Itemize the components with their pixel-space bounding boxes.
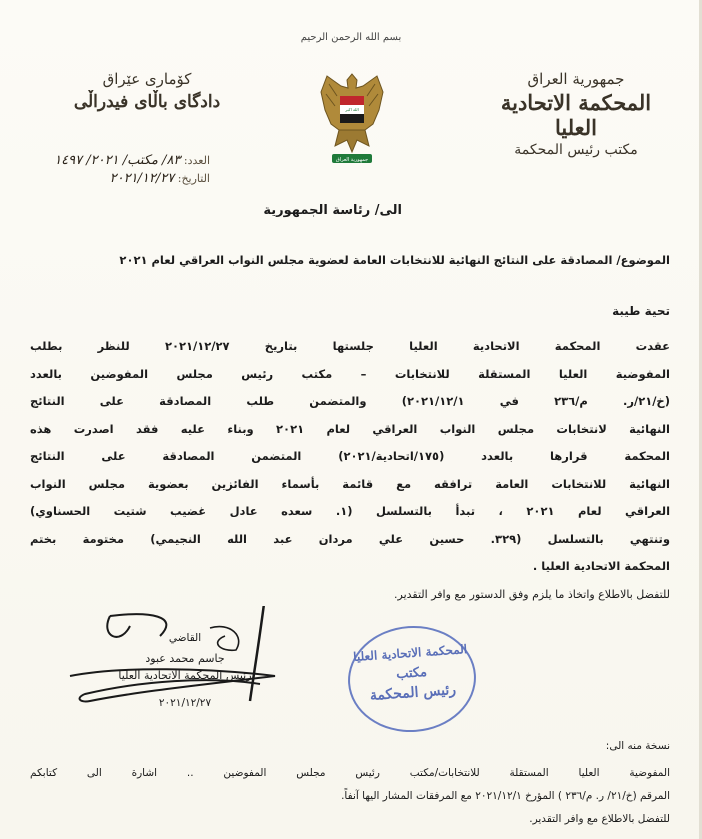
- letter-body: [30, 333, 670, 581]
- copies-heading: نسخة منه الى:: [605, 740, 670, 752]
- subject-line: الموضوع/ المصادقة على النتائج النهائية للانتخابات العامة لعضوية مجلس النواب العراقي لعام ٢٠٢١: [119, 253, 670, 267]
- stamp-office: مكتب: [395, 664, 428, 683]
- judge-title: القاضي: [168, 632, 202, 644]
- eagle-emblem-icon: [317, 66, 387, 171]
- country-name-kurdish: كۆماری عێراق: [102, 70, 192, 88]
- body-line: المحكمة الاتحادية العليا .: [532, 559, 670, 573]
- office-stamp: [344, 622, 479, 737]
- reference-block: [40, 152, 210, 188]
- basmala: بسم الله الرحمن الرحيم: [300, 32, 402, 43]
- body-line: العراقي لعام ٢٠٢١ ، تبدأ بالتسلسل (١. سعده عادل غضيب شتيت الحسناوي): [30, 504, 671, 518]
- signature-date: ٢٠٢١/١٢/٢٧: [158, 697, 212, 709]
- reference-date: [40, 170, 210, 188]
- court-header-arabic: [481, 70, 671, 158]
- greeting: تحية طيبة: [612, 304, 670, 318]
- copies-list: [30, 762, 670, 831]
- judge-role: رئيس المحكمة الاتحادية العليا: [118, 669, 252, 682]
- copy-line: المرقم (خ/٢١/ ر. م/٢٣٦ ) المؤرخ ٢٠٢١/١٢/١ مع المرفقات المشار اليها آنفاً.: [341, 790, 670, 802]
- court-header-kurdish: [42, 70, 252, 112]
- svg-text:الله اكبر: الله اكبر: [345, 107, 359, 112]
- reference-number-value: ٨٣/ مكتب/ ٢٠٢١/ ١٤٩٧: [54, 153, 181, 168]
- office-name: مكتب رئيس المحكمة: [514, 142, 638, 158]
- body-line: (خ/٢١/ر. م/٢٣٦ في ٢٠٢١/١٢/١) والمتضمن طلب المصادقة على النتائج: [30, 394, 670, 408]
- body-line: النهائية لانتخابات مجلس النواب العراقي لعام ٢٠٢١ وبناء عليه فقد اصدرت هذه: [30, 421, 670, 436]
- copy-line: المفوضية العليا المستقلة للانتخابات/مكتب رئيس مجلس المفوضين .. اشارة الى كتابكم: [30, 767, 670, 779]
- reference-date-label: التاريخ:: [177, 172, 210, 185]
- country-name: جمهورية العراق: [527, 70, 625, 88]
- stamp-chief: رئيس المحكمة: [369, 681, 457, 704]
- court-name: المحكمة الاتحادية العليا: [500, 90, 652, 140]
- closing-line: للتفضل بالاطلاع واتخاذ ما يلزم وفق الدستور مع وافر التقدير.: [394, 588, 670, 601]
- body-line: المفوضية العليا المستقلة للانتخابات – مكتب رئيس مجلس المفوضين بالعدد: [30, 366, 670, 381]
- judge-name: جاسم محمد عبود: [145, 652, 225, 665]
- recipient-line: الى/ رئاسة الجمهورية: [263, 203, 402, 218]
- body-line: وتنتهي بالتسلسل (٣٢٩. حسين علي مردان عبد الله النجيمي) مختومة بختم: [30, 531, 670, 546]
- body-line: النهائية للانتخابات العامة ترافقه مع قائمة بأسماء الفائزين بعضوية مجلس النواب: [30, 476, 670, 491]
- reference-number: [40, 152, 210, 170]
- copy-line: للتفضل بالاطلاع مع وافر التقدير.: [529, 813, 670, 825]
- court-name-kurdish: دادگای باڵای فیدراڵی: [73, 92, 221, 112]
- reference-date-value: ٢٠٢١/١٢/٢٧: [109, 171, 175, 186]
- reference-number-label: العدد:: [183, 154, 210, 167]
- emblem-caption: جمهورية العراق: [335, 157, 369, 163]
- stamp-court: المحكمة الاتحادية العليا: [352, 642, 468, 665]
- body-line: عقدت المحكمة الاتحادية العليا جلستها بتاريخ ٢٠٢١/١٢/٢٧ للنظر بطلب: [30, 339, 670, 353]
- body-line: المحكمة قرارها بالعدد (١٧٥/اتحادية/٢٠٢١) المتضمن المصادقة على النتائج: [30, 449, 670, 463]
